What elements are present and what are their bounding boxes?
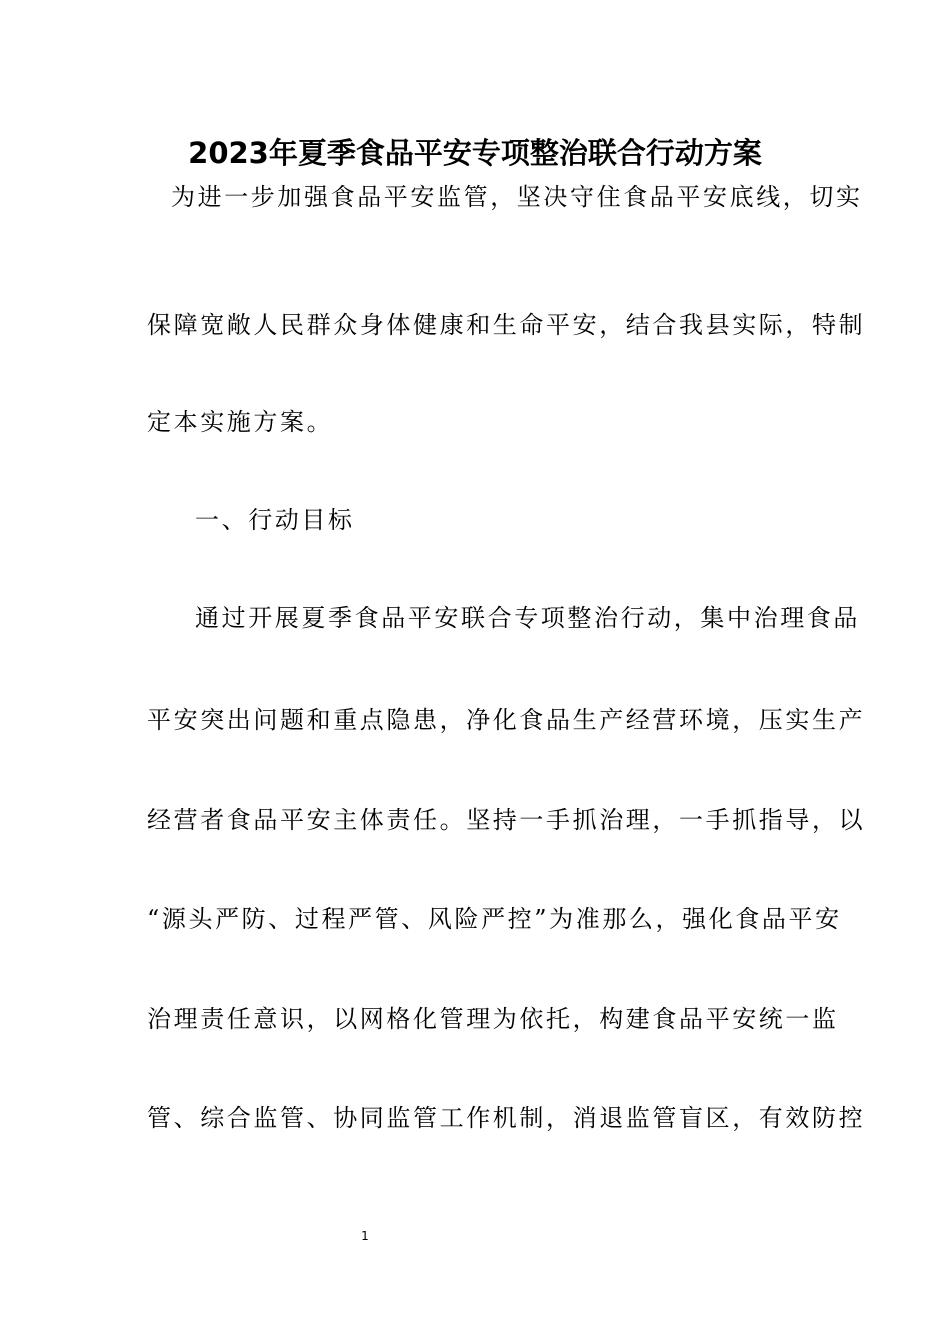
body-line-6: 管、综合监管、协同监管工作机制，消退监管盲区，有效防控 [147,1104,866,1132]
page-number: 1 [361,1229,369,1243]
document-title: 2023年夏季食品平安专项整治联合行动方案 [188,136,762,170]
section-heading: 一、行动目标 [195,506,355,534]
body-line-2: 平安突出问题和重点隐患，净化食品生产经营环境，压实生产 [147,706,866,734]
intro-line-2: 保障宽敞人民群众身体健康和生命平安，结合我县实际，特制 [147,311,866,339]
body-line-5: 治理责任意识，以网格化管理为依托，构建食品平安统一监 [147,1005,839,1033]
body-line-1: 通过开展夏季食品平安联合专项整治行动，集中治理食品 [195,604,860,632]
body-line-3: 经营者食品平安主体责任。坚持一手抓治理，一手抓指导，以 [147,806,866,834]
intro-line-3: 定本实施方案。 [147,408,334,436]
intro-line-1: 为进一步加强食品平安监管，坚决守住食品平安底线，切实 [171,183,863,211]
body-line-4: “源头严防、过程严管、风险严控”为准那么，强化食品平安 [147,905,842,933]
